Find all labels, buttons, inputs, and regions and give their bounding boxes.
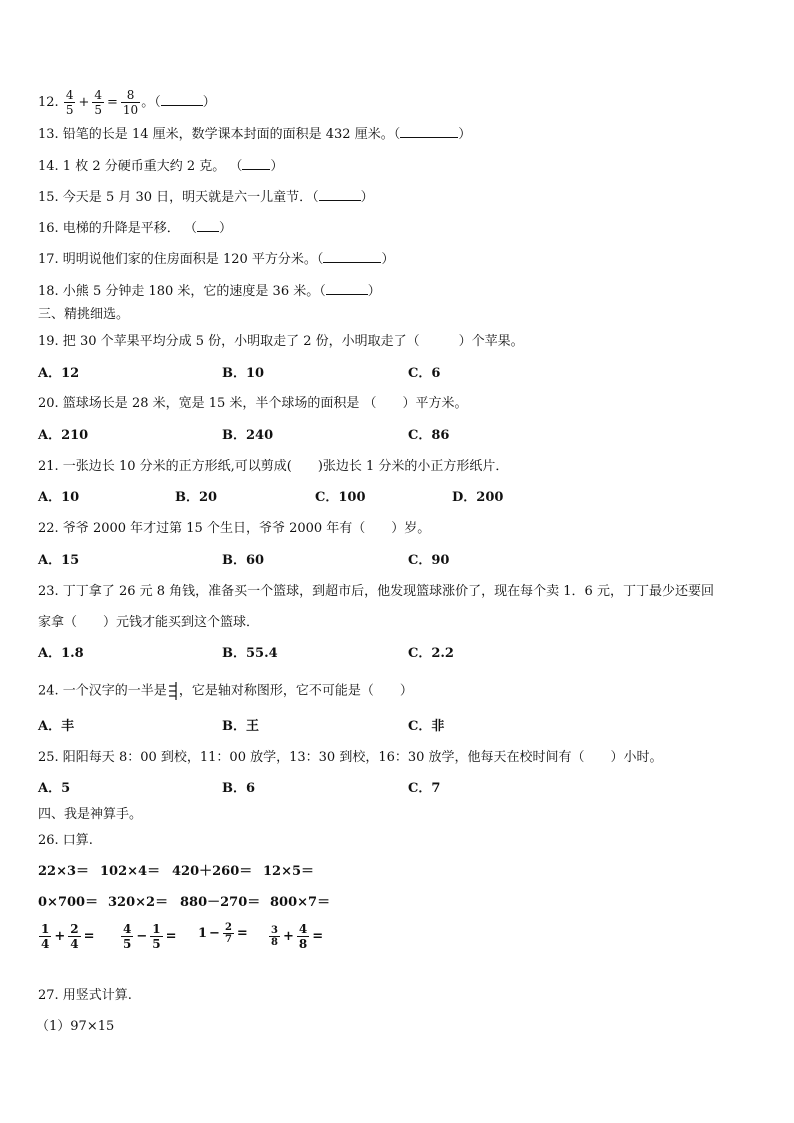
calc-item: 320×2＝ — [108, 895, 169, 910]
question-18: 18. 小熊 5 分钟走 180 米，它的速度是 36 米。（ ） — [38, 284, 381, 299]
fraction-calc-item: 1 − $\frac{2}{7}$ = — [198, 922, 248, 945]
answer-blank[interactable] — [400, 125, 458, 138]
fraction-calc-item: $\frac{4}{5}$ − $\frac{1}{5}$ = — [123, 922, 177, 951]
option-a[interactable]: A．15 — [38, 553, 80, 568]
fraction: $\frac{8}{10}$ — [122, 88, 139, 117]
answer-blank[interactable] — [242, 157, 270, 170]
half-character-glyph-icon — [167, 681, 179, 701]
section-heading-4: 四、我是神算手。 — [38, 807, 143, 822]
fraction-calc-item: $\frac{1}{4}$ + $\frac{2}{4}$ = — [41, 922, 95, 951]
option-c[interactable]: C．2.2 — [408, 646, 454, 661]
option-c[interactable]: C．86 — [408, 428, 450, 443]
fraction: $\frac{4}{8}$ — [298, 922, 308, 951]
option-b[interactable]: B．20 — [175, 490, 218, 505]
option-b[interactable]: B．6 — [222, 781, 256, 796]
fraction: $\frac{3}{8}$ — [271, 925, 278, 948]
option-c[interactable]: C．100 — [315, 490, 366, 505]
calc-item: 880－270＝ — [180, 895, 261, 910]
answer-blank[interactable] — [197, 219, 219, 232]
option-c[interactable]: C．非 — [408, 719, 445, 734]
option-c[interactable]: C．6 — [408, 366, 441, 381]
fraction: $\frac{1}{4}$ — [41, 922, 50, 951]
option-d[interactable]: D．200 — [452, 490, 504, 505]
question-20: 20. 篮球场长是 28 米，宽是 15 米，半个球场的面积是 （ ）平方米。 — [38, 396, 468, 411]
option-b[interactable]: B．55.4 — [222, 646, 278, 661]
option-a[interactable]: A．5 — [38, 781, 71, 796]
option-c[interactable]: C．7 — [408, 781, 441, 796]
question-27-title: 27. 用竖式计算. — [38, 988, 132, 1003]
answer-blank[interactable] — [323, 250, 381, 263]
calc-item: 12×5＝ — [263, 864, 315, 879]
question-15: 15. 今天是 5 月 30 日，明天就是六一儿童节．（ ） — [38, 190, 374, 205]
fraction: $\frac{2}{4}$ — [70, 922, 79, 951]
calc-item: 102×4＝ — [100, 864, 161, 879]
fraction: $\frac{4}{5}$ — [94, 88, 103, 117]
option-c[interactable]: C．90 — [408, 553, 450, 568]
option-a[interactable]: A．10 — [38, 490, 80, 505]
question-number: 12. — [38, 95, 59, 110]
question-16: 16. 电梯的升降是平移． （ ） — [38, 221, 232, 236]
calc-item: 800×7＝ — [270, 895, 331, 910]
section-heading-3: 三、精挑细选。 — [38, 307, 130, 322]
fraction: $\frac{2}{7}$ — [224, 922, 232, 945]
answer-blank[interactable] — [326, 282, 368, 295]
option-a[interactable]: A．12 — [38, 366, 80, 381]
answer-blank[interactable] — [161, 93, 203, 106]
question-21: 21. 一张边长 10 分米的正方形纸,可以剪成( )张边长 1 分米的小正方形纸片． — [38, 459, 509, 474]
fraction: $\frac{1}{5}$ — [152, 922, 161, 951]
option-b[interactable]: B．240 — [222, 428, 274, 443]
question-27-part-1: （1）97×15 — [36, 1019, 115, 1034]
option-b[interactable]: B．60 — [222, 553, 265, 568]
option-a[interactable]: A．1.8 — [38, 646, 84, 661]
question-17: 17. 明明说他们家的住房面积是 120 平方分米。（ ） — [38, 252, 395, 267]
question-12: 12. $\frac{4}{5}$ + $\frac{4}{5}$ = $\frac{8}{10}$ 。（ ） — [38, 88, 216, 117]
question-23: 23. 丁丁拿了 26 元 8 角钱，准备买一个篮球，到超市后，他发现篮球涨价了，现在每个卖 1．6 元，丁丁最少还要回 — [38, 584, 714, 599]
question-24: 24. 一个汉字的一半是 ，它是轴对称图形，它不可能是（ ） — [38, 681, 413, 701]
question-25: 25. 阳阳每天 8：00 到校，11：00 放学，13：30 到校，16：30 放学，他每天在校时间有（ ）小时。 — [38, 750, 663, 765]
calc-item: 22×3＝ — [38, 864, 90, 879]
question-19: 19. 把 30 个苹果平均分成 5 份，小明取走了 2 份，小明取走了（ ）个苹果。 — [38, 334, 524, 349]
fraction: $\frac{4}{5}$ — [123, 922, 132, 951]
calc-item: 0×700＝ — [38, 895, 99, 910]
option-b[interactable]: B．10 — [222, 366, 265, 381]
option-b[interactable]: B．王 — [222, 719, 259, 734]
question-23-continued: 家拿（ ）元钱才能买到这个篮球． — [38, 615, 260, 630]
question-13: 13. 铅笔的长是 14 厘米，数学课本封面的面积是 432 厘米。（ ） — [38, 127, 472, 142]
question-14: 14. 1 枚 2 分硬币重大约 2 克。 （ ） — [38, 159, 284, 174]
fraction: $\frac{4}{5}$ — [65, 88, 74, 117]
option-a[interactable]: A．丰 — [38, 719, 75, 734]
option-a[interactable]: A．210 — [38, 428, 89, 443]
calc-item: 420＋260＝ — [172, 864, 253, 879]
answer-blank[interactable] — [319, 188, 361, 201]
question-26-title: 26. 口算. — [38, 833, 93, 848]
fraction-calc-item: $\frac{3}{8}$ + $\frac{4}{8}$ = — [271, 922, 324, 951]
question-22: 22. 爷爷 2000 年才过第 15 个生日，爷爷 2000 年有（ ）岁。 — [38, 521, 431, 536]
